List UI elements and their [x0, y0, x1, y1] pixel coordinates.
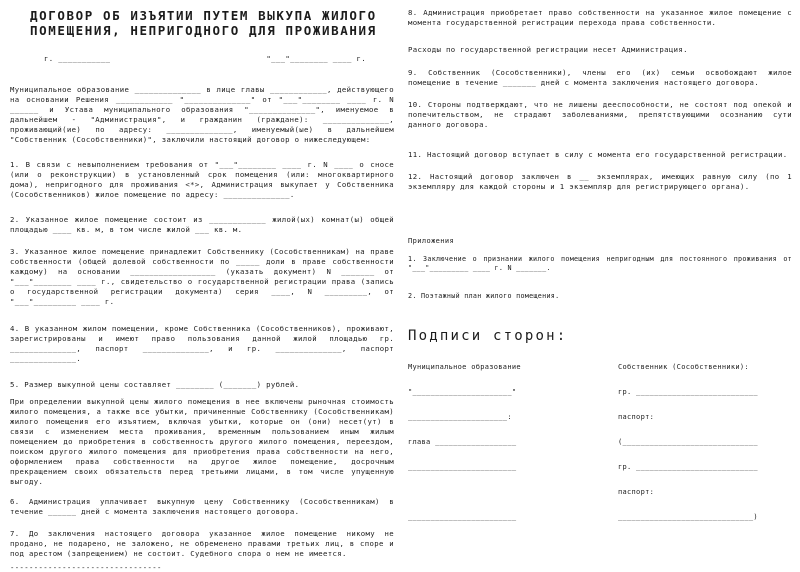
- sig-owner2-passport-blank: ______________________________): [618, 513, 758, 521]
- sig-owner-name-blank: гр. ___________________________: [618, 388, 758, 396]
- clause-5: 5. Размер выкупной цены составляет ________ (_______) рублей.: [10, 380, 300, 389]
- date-blank: "___"________ ____ г.: [266, 54, 366, 63]
- clause-7: 7. До заключения настоящего договора указанное жилое помещение никому не продано, не подарено, не заложено, не обременено правами третьих лиц, в споре и под арестом (запрещением) не состоит. Судебного спора о нем не имеется.: [10, 529, 394, 558]
- clause-3: 3. Указанное жилое помещение принадлежит Собственнику (Сособственникам) на праве собственности (общей долевой собственности по _____ доли в праве собственности каждому) на основании __________________ (указать документ) N _______ от "___"________ ____ г., свидетельство о государственной регистрации права (запись о государственной регистрации документа) серия ____, N _________, от "___"_________ ____ г.: [10, 247, 394, 306]
- right-column: [408, 8, 792, 563]
- registration-costs-note: Расходы по государственной регистрации несет Администрация.: [408, 45, 688, 54]
- valuation-note: При определении выкупной цены жилого помещения в нее включены рыночная стоимость жилого помещения, а также все убытки, причиненные Собственнику (Сособственникам) жилого помещения его изъятием, включая убытки, которые он (они) несет(ут) в связи с изменением места проживания, временным пользованием иным жилым помещением до приобретения в собственность другого жилого помещения, переездом, поиском другого жилого помещения для приобретения права собственности на него, оформлением права собственности на другое жилое помещение, досрочным прекращением своих обязательств перед третьими лицами, в том числе упущенную выгоду.: [10, 397, 394, 486]
- signatures-block: [408, 363, 792, 538]
- city-date-row: [10, 54, 394, 63]
- sig-municipality-sign2-blank: ________________________: [408, 513, 517, 521]
- document-title-line1: ДОГОВОР ОБ ИЗЪЯТИИ ПУТЕМ ВЫКУПА ЖИЛОГО: [30, 8, 377, 23]
- preamble: Муниципальное образование ______________ в лице главы ____________, действующего на основании Решения ____________ "______________" от "___"________ ____ г. N ______ и Устава муниципального образования "______________", именуемое в дальнейшем - "Администрация", и гражданин (граждане): ______________, проживающий(ие) по адресу: ______________, именуемый(ые) в дальнейшем "Собственник (Сособственники)", заключили настоящий договор о нижеследующем:: [10, 85, 394, 144]
- left-column: [10, 8, 394, 572]
- clause-1: 1. В связи с невыполнением требования от "___"________ ____ г. N ____ о сносе (или о реконструкции) в установленный срок помещения (или: многоквартирного дома), непригодного для проживания <*>, Администрация выкупает у Собственника (Сособственников) жилое помещение по адресу: ______________.: [10, 160, 394, 199]
- clause-10: 10. Стороны подтверждают, что не лишены дееспособности, не состоят под опекой и попечительством, не страдают заболеваниями, препятствующими осознанию сути данного договора.: [408, 100, 792, 129]
- sig-owner-passport-blank: (______________________________: [618, 438, 758, 446]
- document-title-line2: ПОМЕЩЕНИЯ, НЕПРИГОДНОГО ДЛЯ ПРОЖИВАНИЯ: [30, 23, 377, 38]
- clause-2: 2. Указанное жилое помещение состоит из ____________ жилой(ых) комнат(ы) общей площадью ____ кв. м, в том числе жилой ___ кв. м.: [10, 215, 394, 234]
- sig-municipality-label: Муниципальное образование: [408, 363, 521, 371]
- clause-11: 11. Настоящий договор вступает в силу с момента его государственной регистрации.: [408, 150, 788, 159]
- city-blank: г. ___________: [44, 54, 111, 63]
- sig-owner-label: Собственник (Сособственники):: [618, 363, 749, 371]
- signatures-heading: Подписи сторон:: [408, 328, 568, 344]
- appendix-item-2: 2. Поэтажный план жилого помещения.: [408, 292, 560, 300]
- document-title: [10, 8, 394, 38]
- sig-municipality-line-blank: ______________________:: [408, 413, 512, 421]
- clause-6: 6. Администрация уплачивает выкупную цену Собственнику (Сособственникам) в течение ______ дней с момента заключения настоящего договора.: [10, 497, 394, 516]
- sig-owner-passport-label: паспорт:: [618, 413, 655, 421]
- clause-12: 12. Настоящий договор заключен в __ экземплярах, имеющих равную силу (по 1 экземпляру для каждой стороны и 1 экземпляр для регистрирующего органа).: [408, 172, 792, 191]
- footnote-separator: --------------------------------: [10, 563, 162, 572]
- sig-owner2-passport-label: паспорт:: [618, 488, 655, 496]
- appendix-heading: Приложения: [408, 237, 455, 245]
- sig-head-blank: глава __________________: [408, 438, 517, 446]
- clause-8: 8. Администрация приобретает право собственности на указанное жилое помещение с момента государственной регистрации перехода права собственности.: [408, 8, 792, 27]
- clause-9: 9. Собственник (Сособственники), члены его (их) семьи освобождают жилое помещение в течение _______ дней с момента заключения настоящего договора.: [408, 68, 792, 87]
- sig-municipality-name-blank: "______________________": [408, 388, 517, 396]
- sig-municipality-sign-blank: ________________________: [408, 463, 517, 471]
- appendix-item-1: 1. Заключение о признании жилого помещения непригодным для постоянного проживания от "___"_________ ____ г. N _______.: [408, 255, 792, 272]
- sig-owner2-name-blank: гр. ___________________________: [618, 463, 758, 471]
- sig-empty-cell: [408, 488, 590, 513]
- clause-4: 4. В указанном жилом помещении, кроме Собственника (Сособственников), проживают, зарегистрированы и имеют право пользования данной жилой площадью гр. ______________, паспорт ______________, и гр. ______________, паспорт ______________.: [10, 324, 394, 363]
